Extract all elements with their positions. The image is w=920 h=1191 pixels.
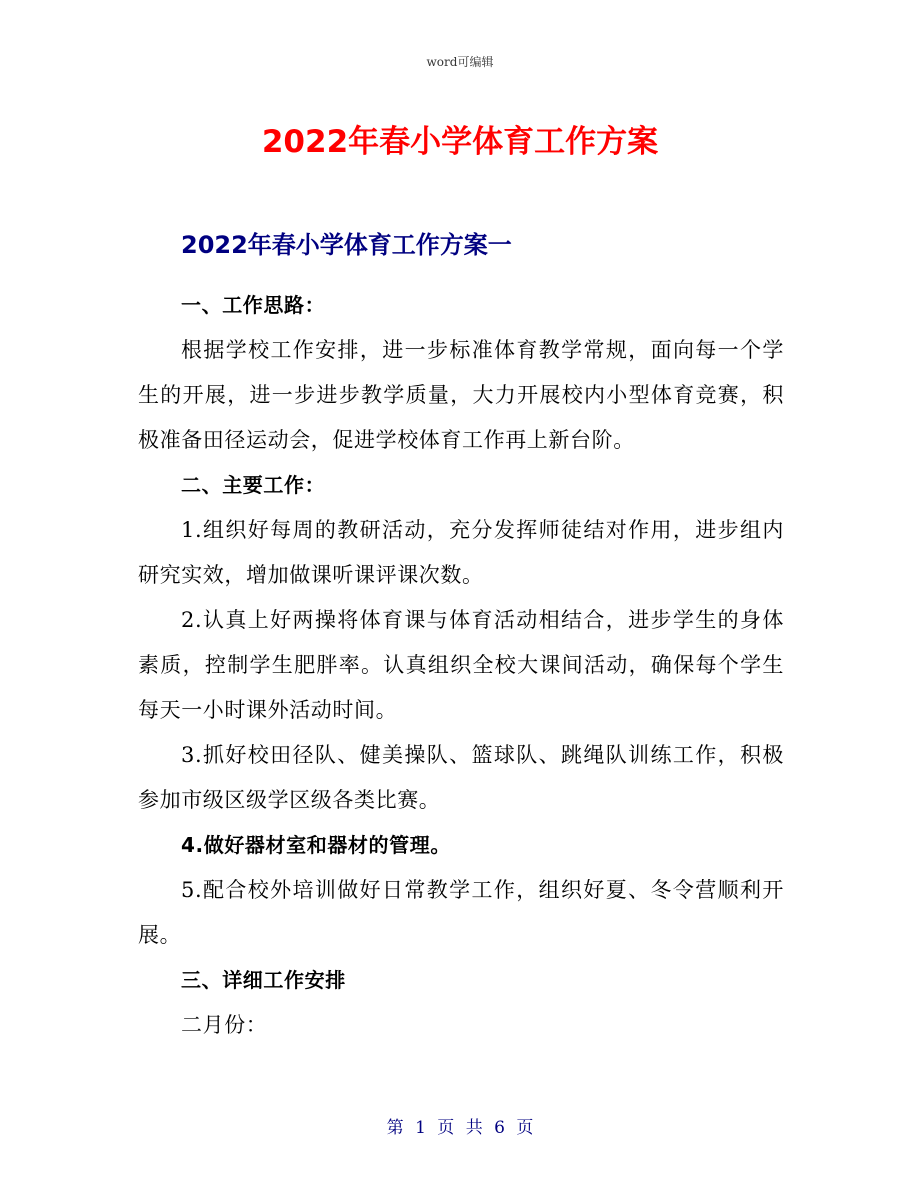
paragraph-item-3: 3.抓好校田径队、健美操队、篮球队、跳绳队训练工作，积极参加市级区级学区级各类比赛。 xyxy=(138,743,784,812)
paragraph-item-4: 4.做好器材室和器材的管理。 xyxy=(181,833,451,857)
paragraph-item-5: 5.配合校外培训做好日常教学工作，组织好夏、冬令营顺利开展。 xyxy=(138,878,784,947)
page-header: word可编辑 xyxy=(426,55,494,69)
heading-main-work: 二、主要工作： xyxy=(181,473,326,497)
paragraph-item-1: 1.组织好每周的教研活动，充分发挥师徒结对作用，进步组内研究实效，增加做课听课评课次数。 xyxy=(138,518,784,587)
heading-work-ideas: 一、工作思路： xyxy=(181,293,326,317)
section-title: 2022年春小学体育工作方案一 xyxy=(181,231,512,259)
heading-detailed-arrangement: 三、详细工作安排 xyxy=(181,968,346,992)
paragraph-item-2: 2.认真上好两操将体育课与体育活动相结合，进步学生的身体素质，控制学生肥胖率。认真组织全校大课间活动，确保每个学生每天一小时课外活动时间。 xyxy=(138,608,784,722)
page-footer: 第 1 页 共 6 页 xyxy=(386,1118,534,1138)
paragraph-february: 二月份： xyxy=(181,1013,268,1037)
document-title: 2022年春小学体育工作方案 xyxy=(261,124,659,160)
paragraph-work-ideas: 根据学校工作安排，进一步标准体育教学常规，面向每一个学生的开展，进一步进步教学质量，大力开展校内小型体育竞赛，积极准备田径运动会，促进学校体育工作再上新台阶。 xyxy=(138,338,784,452)
document-body xyxy=(138,283,784,1048)
